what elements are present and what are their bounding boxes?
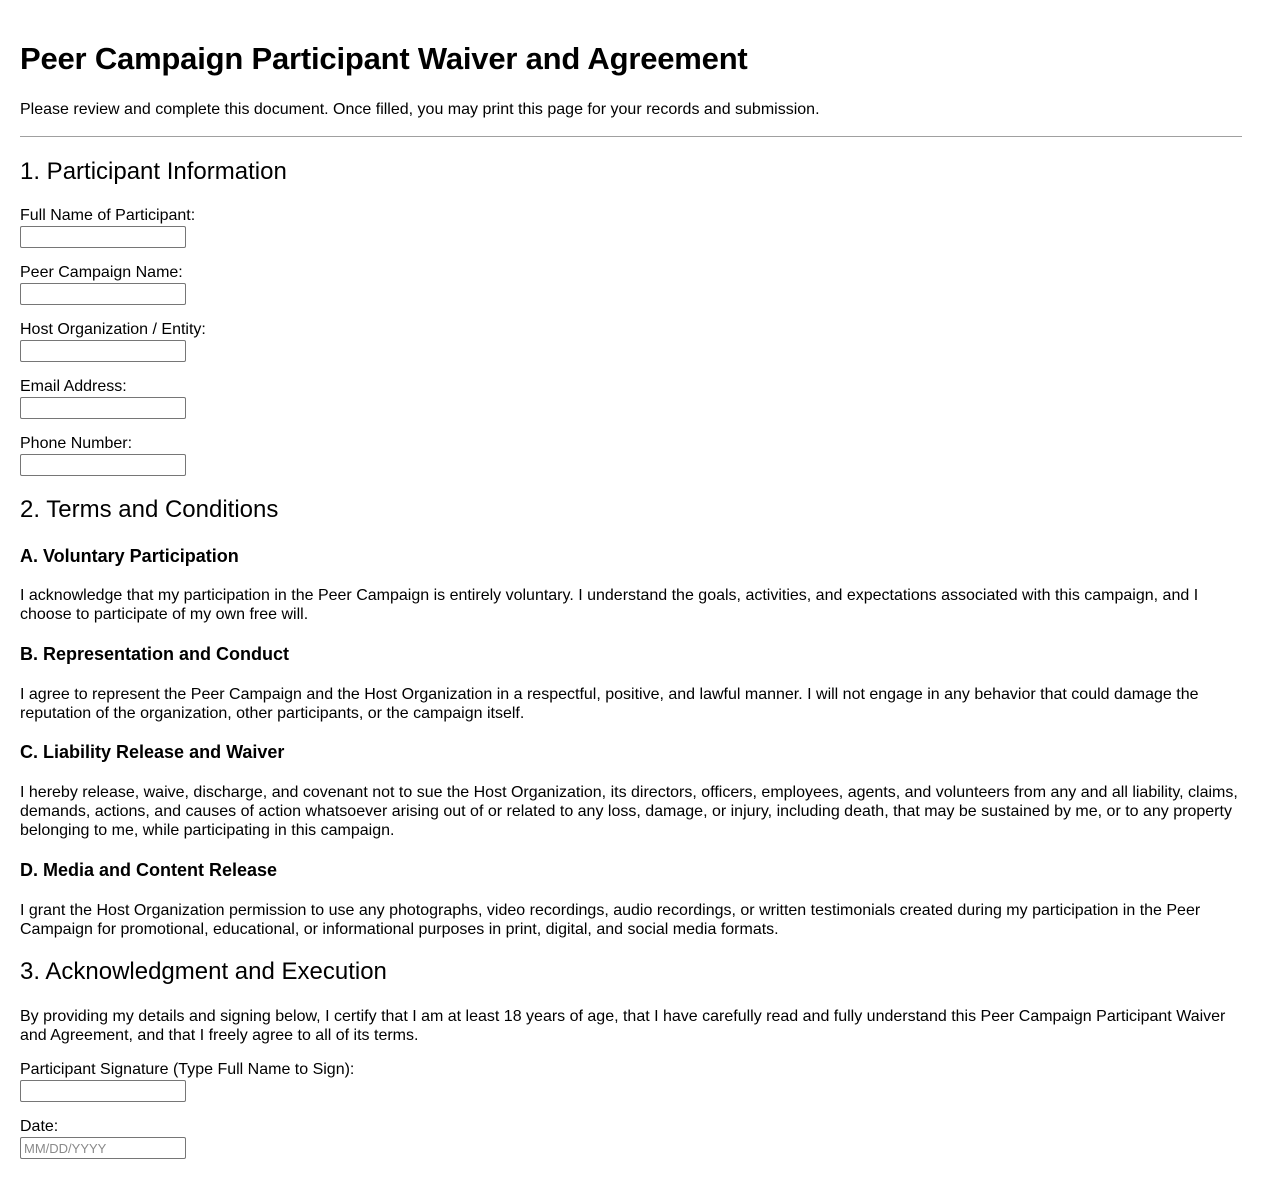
clause-heading-media-release: D. Media and Content Release (20, 860, 278, 880)
signature-label: Participant Signature (Type Full Name to Sign): (20, 1061, 355, 1078)
acknowledgment-text: By providing my details and signing below, I certify that I am at least 18 years of age, that I have carefully read and fully understand this Peer Campaign Participant Waiver and Agreement, and that I freely agree to all of its terms. (20, 1008, 1226, 1044)
clause-heading-voluntary-participation: A. Voluntary Participation (20, 546, 239, 566)
host-organization-input[interactable] (20, 340, 186, 362)
clause-text-media-release: I grant the Host Organization permission to use any photographs, video recordings, audio recordings, or written testimonials created during my participation in the Peer Campaign for promotional, educational, or informational purposes in print, digital, and social media formats. (20, 902, 1201, 938)
clause-text-liability-release: I hereby release, waive, discharge, and covenant not to sue the Host Organization, its directors, officers, employees, agents, and volunteers from any and all liability, claims, demands, actions, and causes of action whatsoever arising out of or related to any loss, damage, or injury, including death, that may be sustained by me, or to any property belonging to me, while participating in this campaign. (20, 784, 1238, 839)
campaign-name-label: Peer Campaign Name: (20, 264, 183, 281)
section-heading-acknowledgment: 3. Acknowledgment and Execution (20, 958, 387, 985)
clause-text-voluntary-participation: I acknowledge that my participation in the Peer Campaign is entirely voluntary. I understand the goals, activities, and expectations associated with this campaign, and I choose to participate of my own free will. (20, 587, 1199, 623)
date-label: Date: (20, 1118, 59, 1135)
clause-heading-representation-conduct: B. Representation and Conduct (20, 644, 290, 664)
section-heading-terms-and-conditions: 2. Terms and Conditions (20, 496, 279, 523)
page-title: Peer Campaign Participant Waiver and Agreement (20, 41, 748, 76)
phone-label: Phone Number: (20, 435, 133, 452)
campaign-name-input[interactable] (20, 283, 186, 305)
signature-input[interactable] (20, 1080, 186, 1102)
intro-text: Please review and complete this document. Once filled, you may print this page for your records and submission. (20, 101, 820, 118)
full-name-label: Full Name of Participant: (20, 207, 196, 224)
clause-text-representation-conduct: I agree to represent the Peer Campaign and the Host Organization in a respectful, positive, and lawful manner. I will not engage in any behavior that could damage the reputation of the organization, other participants, or the campaign itself. (20, 686, 1199, 722)
clause-heading-liability-release: C. Liability Release and Waiver (20, 742, 285, 762)
divider (20, 136, 1242, 137)
section-heading-participant-information: 1. Participant Information (20, 158, 287, 185)
full-name-input[interactable] (20, 226, 186, 248)
email-input[interactable] (20, 397, 186, 419)
email-label: Email Address: (20, 378, 127, 395)
phone-input[interactable] (20, 454, 186, 476)
date-input[interactable] (20, 1137, 186, 1159)
host-organization-label: Host Organization / Entity: (20, 321, 206, 338)
